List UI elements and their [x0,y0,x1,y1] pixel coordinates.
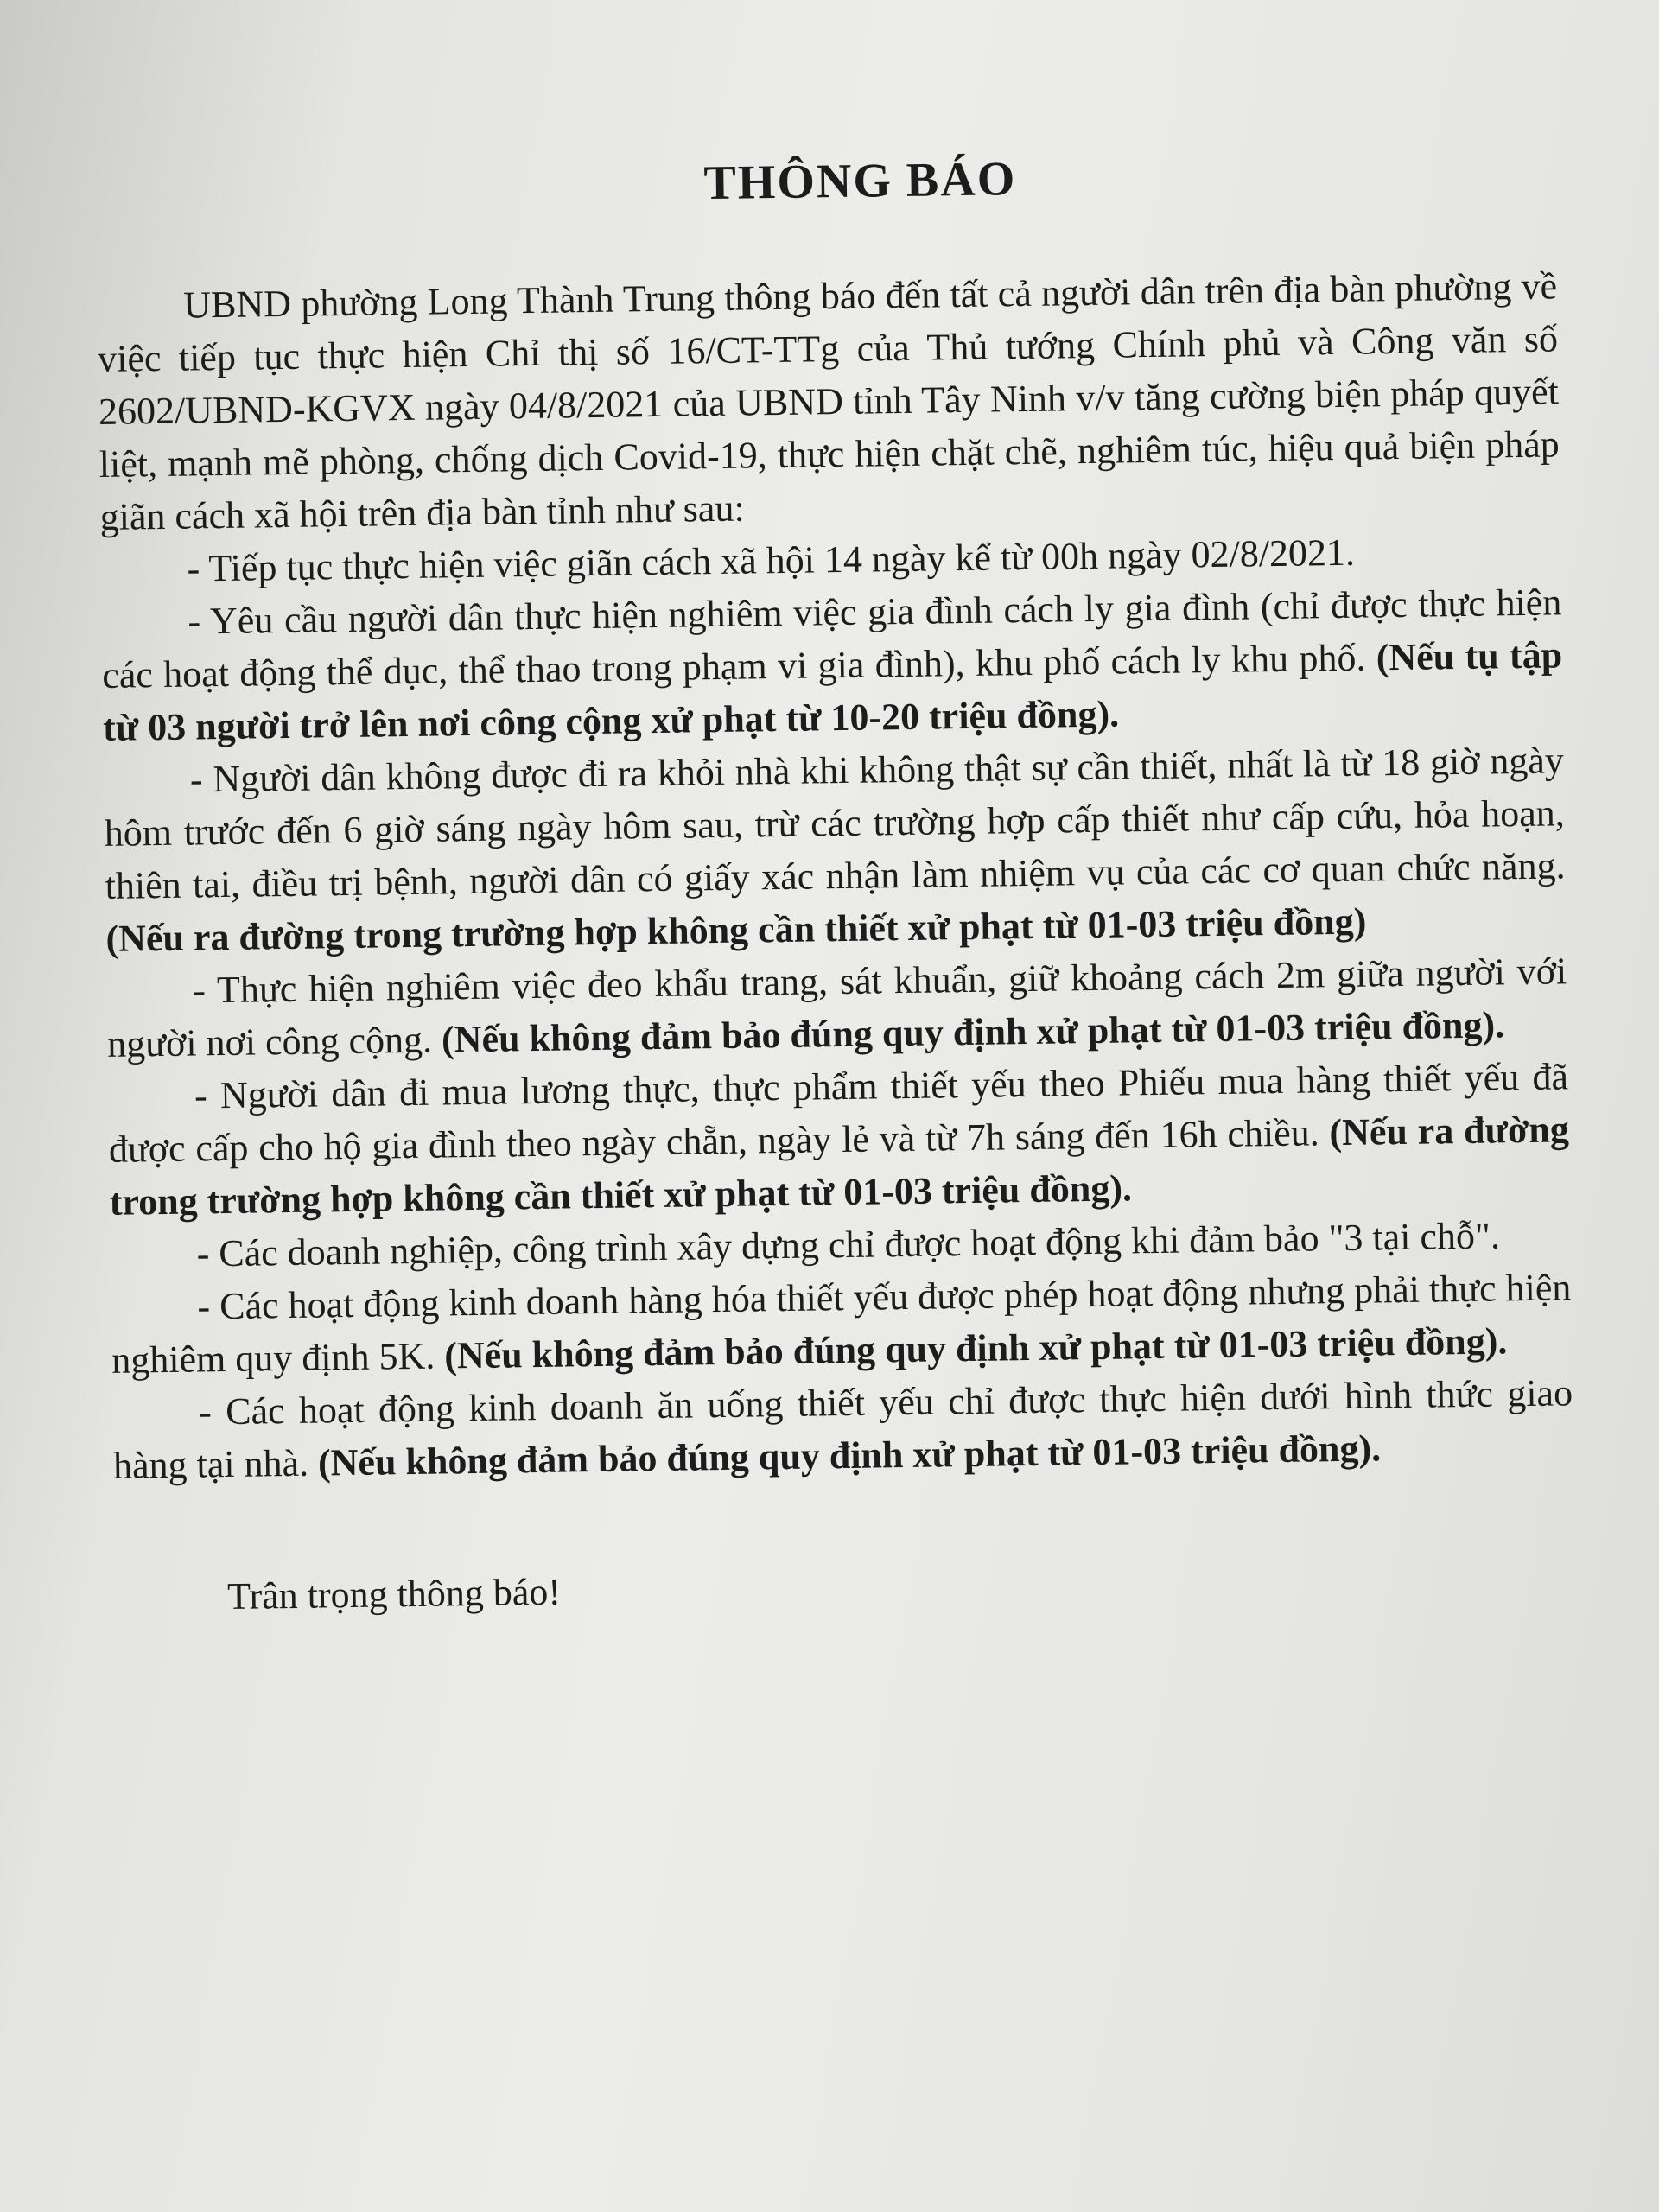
item-text: - Các hoạt động kinh doanh ăn uống thiết yếu chỉ được thực hiện dưới hình thức giao hàng tại nhà. [112,1371,1573,1487]
item-text: - Người dân không được đi ra khỏi nhà khi không thật sự cần thiết, nhất là từ 18 giờ ngày hôm trước đến 6 giờ sáng ngày hôm sau, trừ các trường hợp cấp thiết như cấp cứu, hỏa hoạn, thiên tai, điều trị bệnh, người dân có giấy xác nhận làm nhiệm vụ của các cơ quan chức năng. [104,739,1566,907]
list-item [106,944,1568,1071]
intro-paragraph: UBND phường Long Thành Trung thông báo đến tất cả người dân trên địa bàn phường về việc tiếp tục thực hiện Chỉ thị số 16/CT-TTg của Thủ tướng Chính phủ và Công văn số 2602/UBND-KGVX ngày 04/8/2021 của UBND tỉnh Tây Ninh v/v tăng cường biện pháp quyết liệt, mạnh mẽ phòng, chống dịch Covid-19, thực hiện chặt chẽ, nghiêm túc, hiệu quả biện pháp giãn cách xã hội trên địa bàn tỉnh như sau: [97,264,1560,538]
list-item [108,1050,1570,1229]
list-item [112,1366,1574,1492]
item-text: - Người dân đi mua lương thực, thực phẩm thiết yếu theo Phiếu mua hàng thiết yếu đã được cấp cho hộ gia đình theo ngày chẵn, ngày lẻ và từ 7h sáng đến 16h chiều. [108,1055,1569,1171]
notice-document [95,143,1575,1624]
closing-line: Trân trọng thông báo! [226,1570,562,1618]
item-text: - Yêu cầu người dân thực hiện nghiêm việc gia đình cách ly gia đình (chỉ được thực hiện các hoạt động thể dục, thể thao trong phạm vi gia đình), khu phố cách ly khu phố. [101,581,1562,696]
item-text: - Các doanh nghiệp, công trình xây dựng chỉ được hoạt động khi đảm bảo "3 tại chỗ". [196,1214,1501,1275]
item-text: - Các hoạt động kinh doanh hàng hóa thiết yếu được phép hoạt động nhưng phải thực hiện nghiêm quy định 5K. [111,1266,1572,1382]
item-penalty: (Nếu không đảm bảo đúng quy định xử phạt từ 01-03 triệu đồng). [443,1319,1508,1377]
list-item [101,575,1563,754]
list-item [104,734,1567,965]
item-penalty: (Nếu tụ tập từ 03 người trở lên nơi công cộng xử phạt từ 10-20 triệu đồng). [102,633,1563,749]
item-text: - Tiếp tục thực hiện việc giãn cách xã hội 14 ngày kể từ 00h ngày 02/8/2021. [187,531,1356,590]
document-title: THÔNG BÁO [703,152,1017,211]
item-penalty: (Nếu không đảm bảo đúng quy định xử phạt từ 01-03 triệu đồng). [317,1427,1382,1484]
item-penalty: (Nếu ra đường trong trường hợp không cần thiết xử phạt từ 01-03 triệu đồng) [105,899,1367,960]
item-penalty: (Nếu không đảm bảo đúng quy định xử phạt từ 01-03 triệu đồng). [441,1003,1505,1061]
list-item [111,1261,1573,1387]
item-penalty: (Nếu ra đường trong trường hợp không cần thiết xử phạt từ 01-03 triệu đồng). [109,1108,1570,1224]
item-text: - Thực hiện nghiêm việc đeo khẩu trang, sát khuẩn, giữ khoảng cách 2m giữa người với người nơi công cộng. [106,950,1567,1065]
